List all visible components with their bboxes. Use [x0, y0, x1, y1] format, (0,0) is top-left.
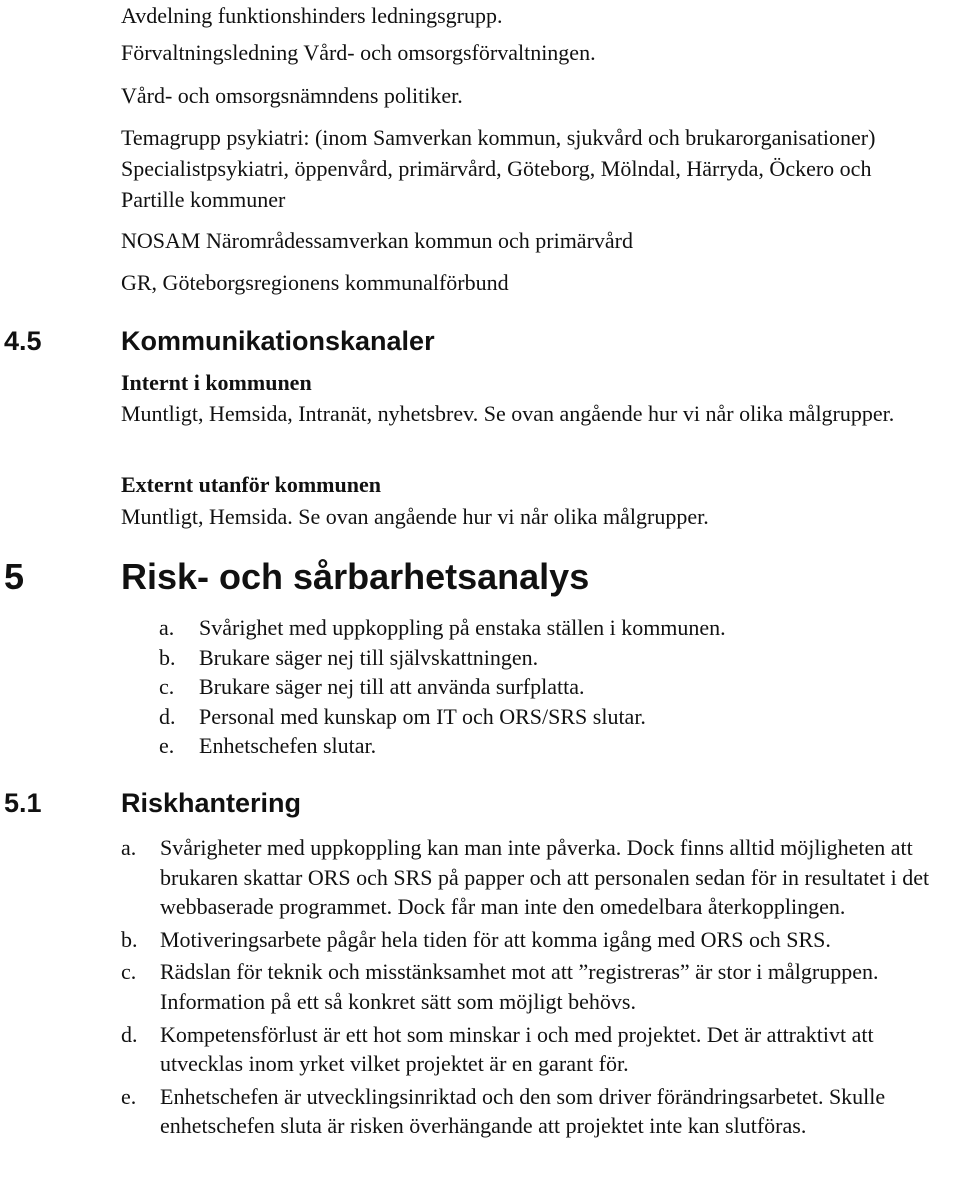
- temagrupp-paragraph: Temagrupp psykiatri: (inom Samverkan kommun, sjukvård och brukarorganisationer) Specialistpsykiatri, öppenvård, primärvård, Göteborg, Mölndal, Härryda, Öckero och Partille kommuner: [121, 125, 876, 212]
- list-item-text: Personal med kunskap om IT och ORS/SRS slutar.: [199, 703, 646, 729]
- section-4-5-heading: [4, 324, 435, 358]
- section-title: Kommunikationskanaler: [121, 326, 435, 356]
- list-item: [121, 957, 956, 1016]
- list-marker: a.: [159, 615, 175, 640]
- risk-list: [159, 613, 726, 761]
- list-marker: d.: [121, 1021, 138, 1047]
- internal-subheading: Internt i kommunen: [121, 370, 312, 395]
- section-number: 5: [4, 556, 25, 597]
- text-line-1: Avdelning funktionshinders ledningsgrupp.: [121, 3, 503, 28]
- external-text: Muntligt, Hemsida. Se ovan angående hur vi når olika målgrupper.: [121, 504, 709, 529]
- list-item-text: Svårigheter med uppkoppling kan man inte påverka. Dock finns alltid möjligheten att brukaren skattar ORS och SRS på papper och att personalen sedan för in resultatet i det webbaserade programmet. Dock får man inte den omedelbara återkopplingen.: [160, 835, 930, 920]
- list-item: [159, 731, 726, 761]
- list-marker: c.: [121, 959, 137, 985]
- list-marker: b.: [121, 926, 138, 952]
- list-item-text: Kompetensförlust är ett hot som minskar i och med projektet. Det är attraktivt att utvecklas inom yrket vilket projektet är en garant för.: [160, 1021, 874, 1077]
- text-line-gr: GR, Göteborgsregionens kommunalförbund: [121, 270, 509, 295]
- internal-text: Muntligt, Hemsida, Intranät, nyhetsbrev. Se ovan angående hur vi når olika målgrupper.: [121, 401, 895, 426]
- list-item: [121, 1082, 956, 1141]
- list-marker: c.: [159, 674, 175, 700]
- section-number: 4.5: [4, 326, 42, 356]
- section-title: Risk- och sårbarhetsanalys: [121, 556, 590, 597]
- list-item-text: Enhetschefen är utvecklingsinriktad och den som driver förändringsarbetet. Skulle enhetschefen sluta är risken överhängande att projektet inte kan slutföras.: [160, 1083, 886, 1139]
- list-item-text: Enhetschefen slutar.: [199, 733, 377, 759]
- list-item: [159, 643, 726, 673]
- section-5-heading: [4, 556, 589, 598]
- list-marker: e.: [121, 1083, 137, 1109]
- list-item: [159, 702, 726, 732]
- list-item: [159, 613, 726, 643]
- list-item: [121, 833, 956, 922]
- list-marker: b.: [159, 644, 176, 670]
- list-item-text: Motiveringsarbete pågår hela tiden för att komma igång med ORS och SRS.: [160, 926, 831, 952]
- list-item: [121, 925, 956, 955]
- list-item: [121, 1020, 956, 1079]
- list-marker: e.: [159, 733, 175, 759]
- list-marker: a.: [121, 835, 137, 860]
- list-item-text: Svårighet med uppkoppling på enstaka ställen i kommunen.: [199, 615, 726, 640]
- text-line-2: Förvaltningsledning Vård- och omsorgsförvaltningen.: [121, 40, 596, 65]
- risk-management-list: [121, 833, 956, 1144]
- list-item-text: Brukare säger nej till att använda surfplatta.: [199, 674, 585, 700]
- section-5-1-heading: [4, 786, 301, 820]
- text-line-3: Vård- och omsorgsnämndens politiker.: [121, 83, 463, 108]
- list-item-text: Rädslan för teknik och misstänksamhet mot att ”registreras” är stor i målgruppen. Information på ett så konkret sätt som möjligt behövs.: [160, 959, 879, 1014]
- section-title: Riskhantering: [121, 788, 302, 818]
- list-item-text: Brukare säger nej till självskattningen.: [199, 644, 539, 670]
- text-line-nosam: NOSAM Närområdessamverkan kommun och primärvård: [121, 228, 633, 253]
- section-number: 5.1: [4, 788, 42, 818]
- list-item: [159, 672, 726, 702]
- list-marker: d.: [159, 703, 176, 729]
- external-subheading: Externt utanför kommunen: [121, 472, 381, 497]
